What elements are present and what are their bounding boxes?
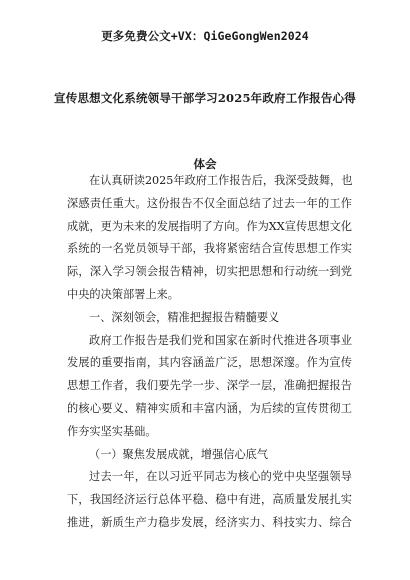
body-line: 下，我国经济运行总体平稳、稳中有进，高质量发展扎实 bbox=[67, 493, 352, 507]
body-line: 系统的一名党员领导干部，我将紧密结合宣传思想工作实 bbox=[67, 242, 352, 256]
body-line: 作夯实坚实基础。 bbox=[67, 424, 157, 438]
subsection-heading: （一）聚焦发展成就，增强信心底气 bbox=[89, 447, 269, 461]
body-line: 在认真研读2025年政府工作报告后，我深受鼓舞，也 bbox=[89, 174, 353, 187]
document-title-continued: 体会 bbox=[193, 157, 217, 171]
body-line: 政府工作报告是我们党和国家在新时代推进各项事业 bbox=[89, 333, 352, 347]
body-line: 际，深入学习领会报告精神，切实把思想和行动统一到党 bbox=[67, 265, 352, 279]
body-line: 发展的重要指南，其内容涵盖广泛，思想深邃。作为宣传 bbox=[67, 356, 352, 370]
promo-header: 更多免费公文+VX：QiGeGongWen2024 bbox=[101, 29, 309, 43]
body-line: 的核心要义、精神实质和丰富内涵，为后续的宣传贯彻工 bbox=[67, 401, 352, 415]
body-line: 成就，更为未来的发展指明了方向。作为XX宣传思想文化 bbox=[67, 219, 352, 233]
section-heading: 一、深刻领会，精准把握报告精髓要义 bbox=[89, 310, 280, 324]
body-line: 推进，新质生产力稳步发展，经济实力、科技实力、综合 bbox=[67, 515, 352, 529]
document-title: 宣传思想文化系统领导干部学习2025年政府工作报告心得 bbox=[54, 91, 356, 105]
body-line: 中央的决策部署上来。 bbox=[67, 287, 179, 301]
body-line: 深感责任重大。这份报告不仅全面总结了过去一年的工作 bbox=[67, 196, 352, 210]
document-body bbox=[67, 170, 352, 535]
body-line: 过去一年，在以习近平同志为核心的党中央坚强领导 bbox=[89, 470, 352, 484]
body-line: 思想工作者，我们要先学一步、深学一层，准确把握报告 bbox=[67, 379, 352, 393]
